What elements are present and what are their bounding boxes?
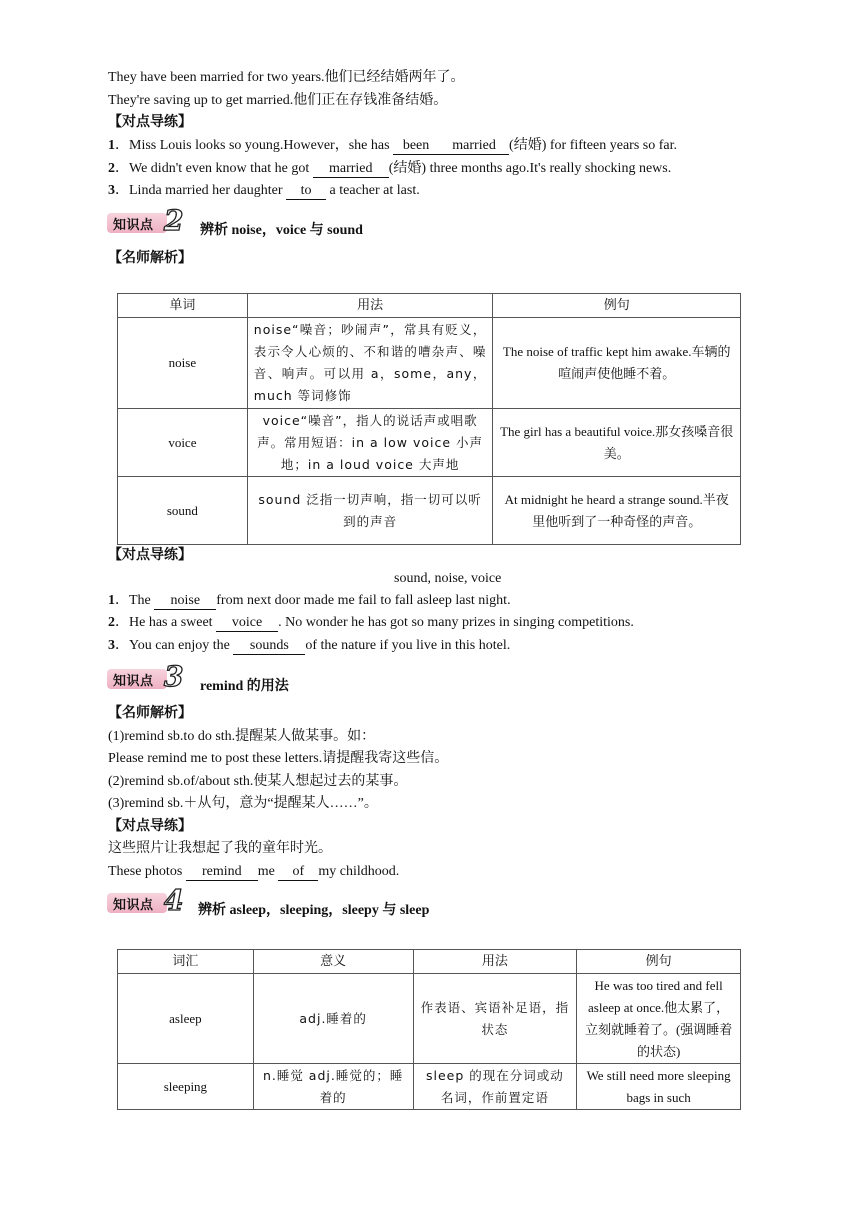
exercise-number: 3: [108, 183, 115, 198]
column-header: 例句: [577, 950, 741, 974]
section-title: 辨析 asleep，sleeping，sleepy 与 sleep: [198, 903, 430, 918]
usage-cell: 作表语、宾语补足语，指状态: [413, 974, 577, 1064]
exercise-2: [108, 613, 634, 633]
answer-blank[interactable]: of: [278, 863, 318, 881]
example-cell: The noise of traffic kept him awake.车辆的喧闹声使他睡不着。: [493, 318, 741, 409]
knowledge-point-badge: [107, 884, 184, 917]
exercise-3: [108, 636, 510, 656]
exercise-1: [108, 136, 677, 156]
exercise-text: a teacher at last.: [326, 183, 420, 198]
exercise-2: [108, 159, 671, 179]
answer-blank[interactable]: to: [286, 182, 326, 200]
answer-blank[interactable]: sounds: [233, 637, 305, 655]
exercise-text: ．We didn't even know that he got: [115, 161, 313, 176]
word-cell: asleep: [118, 974, 254, 1064]
exercise-number: 3: [108, 638, 115, 653]
badge-number: 2: [164, 204, 184, 237]
answer-blank[interactable]: remind: [186, 863, 258, 881]
exercise-1: [108, 591, 511, 611]
exercise-number: 1: [108, 138, 115, 153]
exercise-number: 2: [108, 615, 115, 630]
section-title: 辨析 noise，voice 与 sound: [200, 223, 363, 238]
example-line: Please remind me to post these letters.请提醒我寄这些信。: [108, 751, 449, 766]
table-row: [118, 974, 741, 1064]
analysis-heading: 【名师解析】: [108, 251, 192, 266]
drill-heading: 【对点导练】: [108, 115, 192, 130]
example-sentence-2: They're saving up to get married.他们正在存钱准备结婚。: [108, 93, 448, 108]
badge-label: 知识点: [113, 898, 154, 913]
exercise-text: . No wonder he has got so many prizes in singing competitions.: [278, 615, 634, 630]
table-row: [118, 477, 741, 545]
usage-cell: sleep 的现在分词或动名词，作前置定语: [413, 1064, 577, 1110]
word-cell: sleeping: [118, 1064, 254, 1110]
answer-blank[interactable]: married: [439, 137, 509, 155]
answer-blank[interactable]: been: [393, 137, 439, 155]
rule-line: (3)remind sb.＋从句，意为“提醒某人……”。: [108, 796, 378, 811]
exercise-text: ．Miss Louis looks so young.However，she has: [115, 138, 394, 153]
example-cell: He was too tired and fell asleep at once.他太累了，立刻就睡着了。(强调睡着的状态): [577, 974, 741, 1064]
example-cell: At midnight he heard a strange sound.半夜里他听到了一种奇怪的声音。: [493, 477, 741, 545]
exercise-text: (结婚) three months ago.It's really shocking news.: [388, 161, 672, 176]
badge-number: 3: [164, 660, 184, 693]
badge-label: 知识点: [113, 218, 154, 233]
exercise-number: 1: [108, 593, 115, 608]
meaning-cell: n.睡觉 adj.睡觉的；睡着的: [253, 1064, 413, 1110]
meaning-cell: adj.睡着的: [253, 974, 413, 1064]
word-cell: noise: [118, 318, 248, 409]
column-header: 例句: [493, 294, 741, 318]
noise-voice-sound-table: [117, 293, 741, 545]
example-cell: We still need more sleeping bags in such: [577, 1064, 741, 1110]
table-row: [118, 1064, 741, 1110]
column-header: 用法: [247, 294, 493, 318]
answer-blank[interactable]: voice: [216, 614, 278, 632]
exercise-1: [108, 862, 399, 882]
usage-cell: sound 泛指一切声响，指一切可以听到的声音: [247, 477, 493, 545]
word-bank: sound, noise, voice: [394, 571, 502, 586]
badge-number: 4: [164, 884, 184, 917]
table-row: [118, 318, 741, 409]
knowledge-point-badge: [107, 660, 184, 693]
asleep-sleeping-table: [117, 949, 741, 1110]
column-header: 单词: [118, 294, 248, 318]
exercise-text: my childhood.: [318, 864, 400, 879]
example-sentence-1: They have been married for two years.他们已经结婚两年了。: [108, 70, 465, 85]
column-header: 用法: [413, 950, 577, 974]
exercise-number: 2: [108, 161, 115, 176]
drill-heading: 【对点导练】: [108, 819, 192, 834]
answer-blank[interactable]: married: [313, 160, 389, 178]
chinese-prompt: 这些照片让我想起了我的童年时光。: [108, 841, 332, 856]
column-header: 意义: [253, 950, 413, 974]
exercise-3: [108, 181, 420, 201]
word-cell: sound: [118, 477, 248, 545]
word-cell: voice: [118, 409, 248, 477]
exercise-text: These photos: [108, 864, 186, 879]
knowledge-point-badge: [107, 204, 184, 237]
usage-cell: voice“噪音”，指人的说话声或唱歌声。常用短语：in a low voice 小声地；in a loud voice 大声地: [247, 409, 493, 477]
answer-blank[interactable]: noise: [154, 592, 216, 610]
rule-line: (1)remind sb.to do sth.提醒某人做某事。如：: [108, 729, 376, 744]
exercise-text: ．You can enjoy the: [115, 638, 234, 653]
analysis-heading: 【名师解析】: [108, 706, 192, 721]
exercise-text: ．Linda married her daughter: [115, 183, 287, 198]
exercise-text: ．The: [115, 593, 155, 608]
table-row: [118, 409, 741, 477]
badge-label: 知识点: [113, 674, 154, 689]
drill-heading: 【对点导练】: [108, 548, 192, 563]
exercise-text: from next door made me fail to fall asleep last night.: [216, 593, 511, 608]
exercise-text: me: [257, 864, 279, 879]
column-header: 词汇: [118, 950, 254, 974]
exercise-text: of the nature if you live in this hotel.: [305, 638, 511, 653]
usage-cell: noise“噪音；吵闹声”，常具有贬义，表示令人心烦的、不和谐的嘈杂声、噪音、响声。可以用 a，some，any，much 等词修饰: [247, 318, 493, 409]
example-cell: The girl has a beautiful voice.那女孩嗓音很美。: [493, 409, 741, 477]
section-title: remind 的用法: [200, 679, 289, 694]
exercise-text: ．He has a sweet: [115, 615, 217, 630]
exercise-text: (结婚) for fifteen years so far.: [509, 138, 677, 153]
rule-line: (2)remind sb.of/about sth.使某人想起过去的某事。: [108, 774, 408, 789]
